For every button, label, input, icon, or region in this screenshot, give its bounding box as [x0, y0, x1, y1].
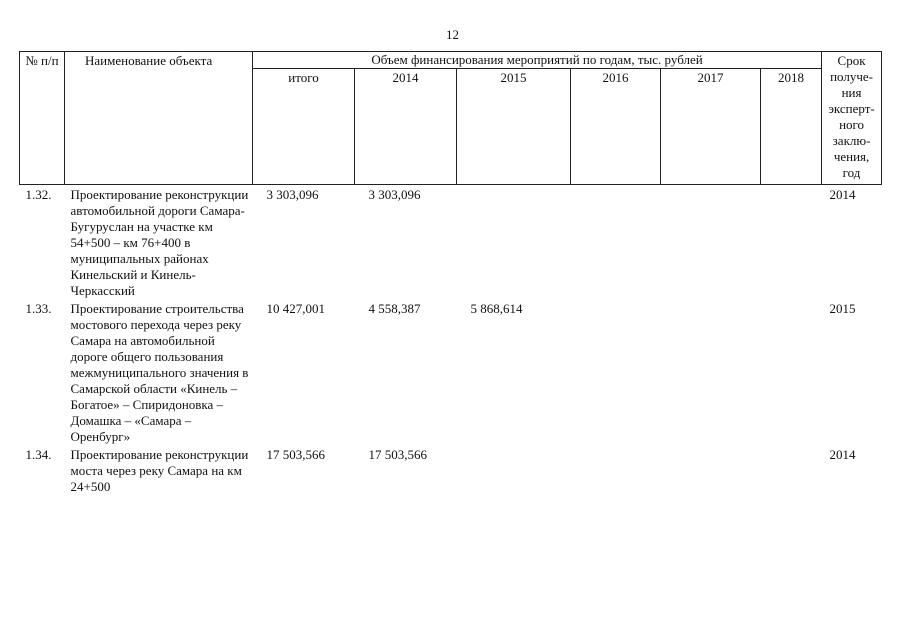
table-row	[20, 185, 882, 300]
column-header-number: № п/п	[20, 52, 65, 185]
value-2017	[661, 185, 761, 300]
row-number: 1.34.	[25, 447, 52, 462]
row-number: 1.33.	[25, 301, 52, 316]
value-2015	[457, 445, 571, 495]
row-number: 1.32.	[25, 187, 52, 202]
page-number: 12	[446, 27, 459, 42]
term-year: 2014	[829, 187, 856, 202]
value-2015	[457, 185, 571, 300]
object-name: Проектирование реконструкции автомобильной дороги Самара-Бугуруслан на участке км 54+500 – км 76+400 в муниципальных районах Кинельский и Кинель-Черкасский	[70, 187, 249, 298]
value-2017	[661, 299, 761, 445]
value-2015: 5 868,614	[470, 301, 523, 316]
object-name: Проектирование реконструкции моста через реку Самара на км 24+500	[70, 447, 249, 494]
total-value: 3 303,096	[266, 187, 319, 202]
value-2018	[761, 445, 822, 495]
column-header-term: Срок получе-ния эксперт-ного заклю-чения, год	[822, 52, 882, 185]
column-group-header-financing: Объем финансирования мероприятий по годам, тыс. рублей	[253, 52, 822, 69]
table-row	[20, 445, 882, 495]
value-2017	[661, 445, 761, 495]
term-year: 2014	[829, 447, 856, 462]
column-header-name: Наименование объекта	[65, 52, 253, 185]
value-2018	[761, 299, 822, 445]
value-2018	[761, 185, 822, 300]
financing-table	[19, 51, 882, 495]
term-year: 2015	[829, 301, 856, 316]
total-value: 10 427,001	[266, 301, 325, 316]
column-header-year-2018: 2018	[761, 69, 822, 185]
value-2014: 3 303,096	[368, 187, 421, 202]
column-header-total: итого	[253, 69, 355, 185]
value-2016	[571, 185, 661, 300]
column-header-year-2014: 2014	[355, 69, 457, 185]
value-2014: 4 558,387	[368, 301, 421, 316]
value-2016	[571, 445, 661, 495]
value-2014: 17 503,566	[368, 447, 427, 462]
column-header-year-2016: 2016	[571, 69, 661, 185]
object-name: Проектирование строительства мостового перехода через реку Самара на автомобильной дороге общего пользования межмуниципального значения в Самарской области «Кинель – Богатое» – Спиридоновка – Домашка – «Самара – Оренбург»	[70, 301, 249, 444]
value-2016	[571, 299, 661, 445]
table-row	[20, 299, 882, 445]
total-value: 17 503,566	[266, 447, 325, 462]
column-header-year-2017: 2017	[661, 69, 761, 185]
column-header-year-2015: 2015	[457, 69, 571, 185]
